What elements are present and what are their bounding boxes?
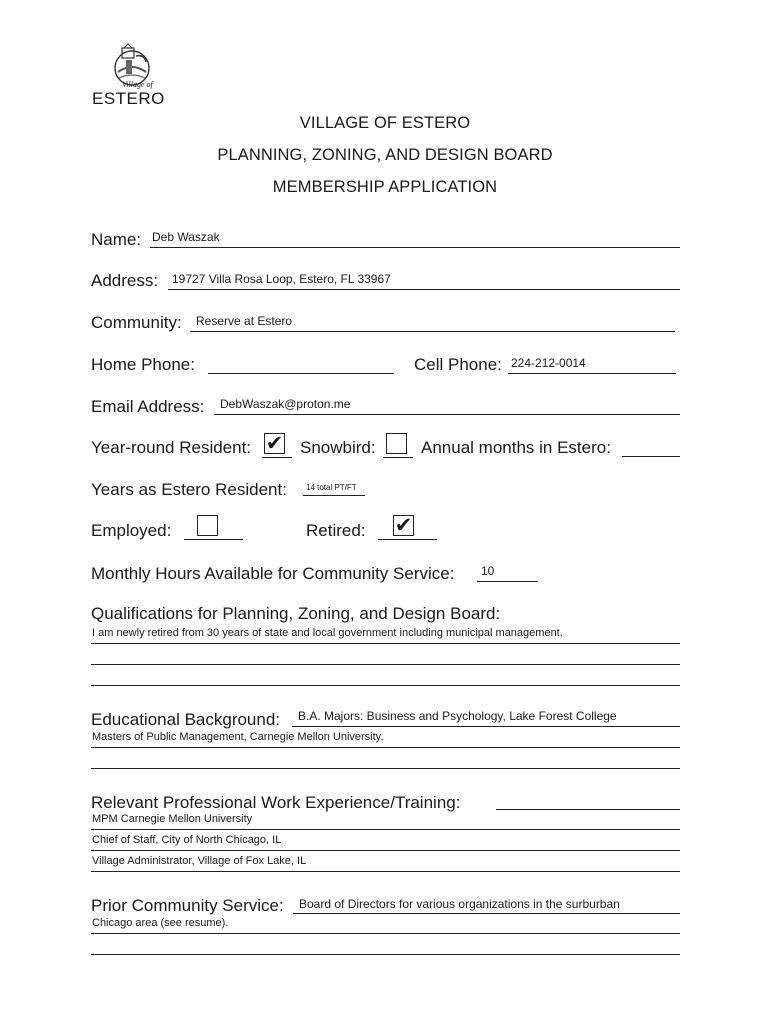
experience-line-2: Chief of Staff, City of North Chicago, IL — [92, 834, 282, 846]
experience-line-1: MPM Carnegie Mellon University — [92, 813, 253, 825]
service-rule-2[interactable] — [91, 954, 680, 955]
service-field[interactable] — [293, 913, 680, 914]
logo-estero: ESTERO — [92, 89, 165, 108]
hours-value: 10 — [481, 564, 495, 578]
retired-underline — [378, 539, 437, 540]
snowbird-label: Snowbird: — [300, 438, 376, 457]
years-field[interactable] — [303, 495, 365, 496]
hours-label: Monthly Hours Available for Community Service: — [91, 564, 455, 583]
year-round-checkbox[interactable] — [264, 433, 285, 454]
home-phone-label: Home Phone: — [91, 355, 195, 374]
years-label: Years as Estero Resident: — [91, 480, 287, 499]
service-rule-1[interactable] — [91, 933, 680, 934]
employed-underline — [184, 539, 243, 540]
name-value: Deb Waszak — [152, 230, 220, 244]
years-value: 14 total PT/FT — [306, 483, 357, 492]
snowbird-checkbox[interactable] — [386, 433, 407, 454]
service-line-1: Chicago area (see resume). — [92, 917, 229, 929]
qualifications-rule-1[interactable] — [91, 643, 680, 644]
annual-months-field[interactable] — [622, 456, 680, 457]
year-round-label: Year-round Resident: — [91, 438, 252, 457]
qualifications-label: Qualifications for Planning, Zoning, and Design Board: — [91, 604, 501, 623]
education-rule-1[interactable] — [91, 747, 680, 748]
name-label: Name: — [91, 230, 142, 249]
header-application: MEMBERSHIP APPLICATION — [272, 178, 498, 196]
email-field[interactable] — [214, 414, 680, 415]
experience-label: Relevant Professional Work Experience/Training: — [91, 793, 461, 812]
header-village: VILLAGE OF ESTERO — [299, 114, 471, 132]
retired-label: Retired: — [306, 521, 366, 540]
cell-phone-label: Cell Phone: — [414, 355, 502, 374]
address-field[interactable] — [168, 289, 680, 290]
experience-line-3: Village Administrator, Village of Fox Lake, IL — [92, 855, 307, 867]
education-line-1: Masters of Public Management, Carnegie Mellon University. — [92, 731, 384, 743]
address-label: Address: — [91, 271, 159, 290]
community-field[interactable] — [190, 331, 675, 332]
home-phone-field[interactable] — [208, 373, 394, 374]
cell-phone-field[interactable] — [508, 373, 676, 374]
year-round-underline — [262, 457, 292, 458]
experience-rule-2[interactable] — [91, 850, 680, 851]
logo-village-of: Village of — [122, 80, 153, 89]
employed-checkbox[interactable] — [197, 515, 218, 536]
experience-field[interactable] — [496, 809, 680, 810]
retired-checkbox[interactable] — [393, 515, 414, 536]
qualifications-line-1: I am newly retired from 30 years of state and local government including municipal management. — [92, 627, 563, 639]
education-label: Educational Background: — [91, 710, 281, 729]
service-value: Board of Directors for various organizations in the surburban — [299, 897, 620, 911]
year-round-check-icon: ✔ — [265, 432, 284, 455]
annual-months-label: Annual months in Estero: — [421, 438, 611, 457]
email-label: Email Address: — [91, 397, 205, 416]
experience-rule-1[interactable] — [91, 829, 680, 830]
education-rule-2[interactable] — [91, 768, 680, 769]
experience-rule-3[interactable] — [91, 871, 680, 872]
education-field[interactable] — [292, 726, 680, 727]
email-value: DebWaszak@proton.me — [220, 397, 351, 411]
community-value: Reserve at Estero — [196, 314, 293, 328]
retired-check-icon: ✔ — [394, 514, 413, 537]
hours-field[interactable] — [477, 581, 538, 582]
employed-label: Employed: — [91, 521, 172, 540]
header-board: PLANNING, ZONING, AND DESIGN BOARD — [217, 146, 553, 164]
qualifications-rule-3[interactable] — [91, 685, 680, 686]
name-field[interactable] — [150, 247, 680, 248]
community-label: Community: — [91, 313, 182, 332]
service-label: Prior Community Service: — [91, 896, 284, 915]
address-value: 19727 Villa Rosa Loop, Estero, FL 33967 — [172, 272, 391, 286]
cell-phone-value: 224-212-0014 — [511, 356, 586, 370]
snowbird-underline — [383, 457, 413, 458]
education-value: B.A. Majors: Business and Psychology, Lake Forest College — [298, 709, 617, 723]
qualifications-rule-2[interactable] — [91, 664, 680, 665]
